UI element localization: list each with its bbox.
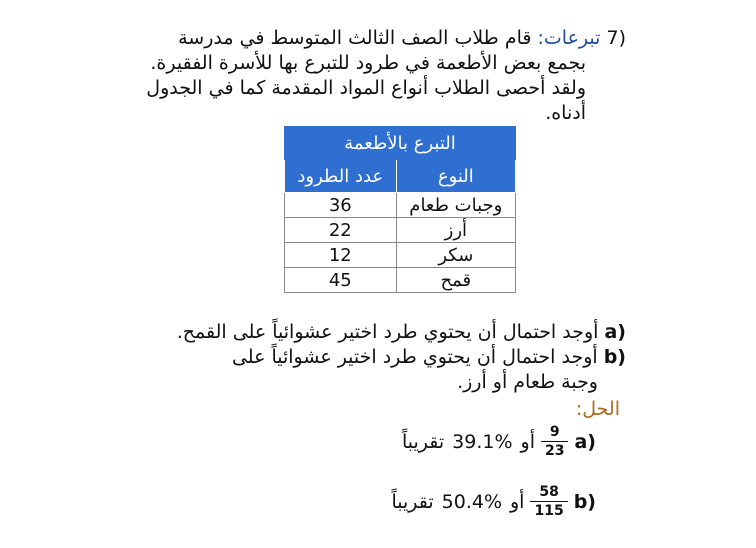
question-a — [66, 320, 626, 345]
answer-a — [402, 424, 596, 459]
table-row — [285, 243, 516, 268]
cell-type: وجبات طعام — [396, 193, 515, 218]
fraction-bar — [541, 441, 568, 442]
header-type: النوع — [396, 160, 515, 193]
answer-a-fraction — [543, 424, 566, 459]
cell-count: 45 — [285, 268, 397, 293]
solution-label: الحل: — [575, 398, 620, 420]
cell-type: أرز — [396, 218, 515, 243]
problem-statement — [106, 26, 626, 126]
answer-a-approx: تقريباً — [401, 430, 445, 453]
question-a-text: أوجد احتمال أن يحتوي طرد اختير عشوائياً على القمح. — [176, 321, 599, 343]
answer-a-letter: a) — [574, 430, 596, 453]
answer-b-numerator: 58 — [539, 484, 559, 500]
fraction-bar — [530, 501, 567, 502]
problem-line-2: بجمع بعض الأطعمة في طرود للتبرع بها للأسرة الفقيرة. — [150, 52, 586, 74]
answer-b-percent: 50.4% — [441, 490, 502, 513]
answer-a-percent: 39.1% — [452, 430, 513, 453]
problem-line-3: ولقد أحصى الطلاب أنواع المواد المقدمة كما في الجدول — [146, 77, 586, 99]
answer-b-letter: b) — [573, 490, 596, 513]
problem-line-4: أدناه. — [545, 102, 586, 124]
problem-number: 7) — [606, 27, 626, 49]
answer-a-numerator: 9 — [549, 424, 560, 440]
answer-a-or: أو — [520, 430, 535, 453]
problem-label: تبرعات: — [537, 27, 601, 49]
questions — [66, 320, 626, 395]
answer-b — [391, 484, 596, 519]
cell-type: سكر — [396, 243, 515, 268]
table-row — [285, 268, 516, 293]
table-row — [285, 218, 516, 243]
cell-type: قمح — [396, 268, 515, 293]
question-b — [66, 345, 626, 370]
table-title: التبرع بالأطعمة — [285, 127, 516, 160]
header-count: عدد الطرود — [285, 160, 397, 193]
problem-text-1: قام طلاب الصف الثالث المتوسط في مدرسة — [178, 27, 532, 49]
question-a-letter: a) — [604, 321, 626, 343]
question-b-line-2: وجبة طعام أو أرز. — [457, 371, 598, 393]
cell-count: 36 — [285, 193, 397, 218]
table-row — [285, 193, 516, 218]
question-b-letter: b) — [603, 346, 626, 368]
answer-a-denominator: 23 — [545, 443, 565, 459]
cell-count: 22 — [285, 218, 397, 243]
answer-b-denominator: 115 — [534, 503, 564, 519]
cell-count: 12 — [285, 243, 397, 268]
answer-b-fraction — [532, 484, 565, 519]
question-b-text: أوجد احتمال أن يحتوي طرد اختير عشوائياً على — [231, 346, 598, 368]
answer-b-approx: تقريباً — [391, 490, 434, 513]
donations-table — [284, 126, 516, 293]
answer-b-or: أو — [510, 490, 525, 513]
problem-line-1 — [106, 26, 626, 51]
